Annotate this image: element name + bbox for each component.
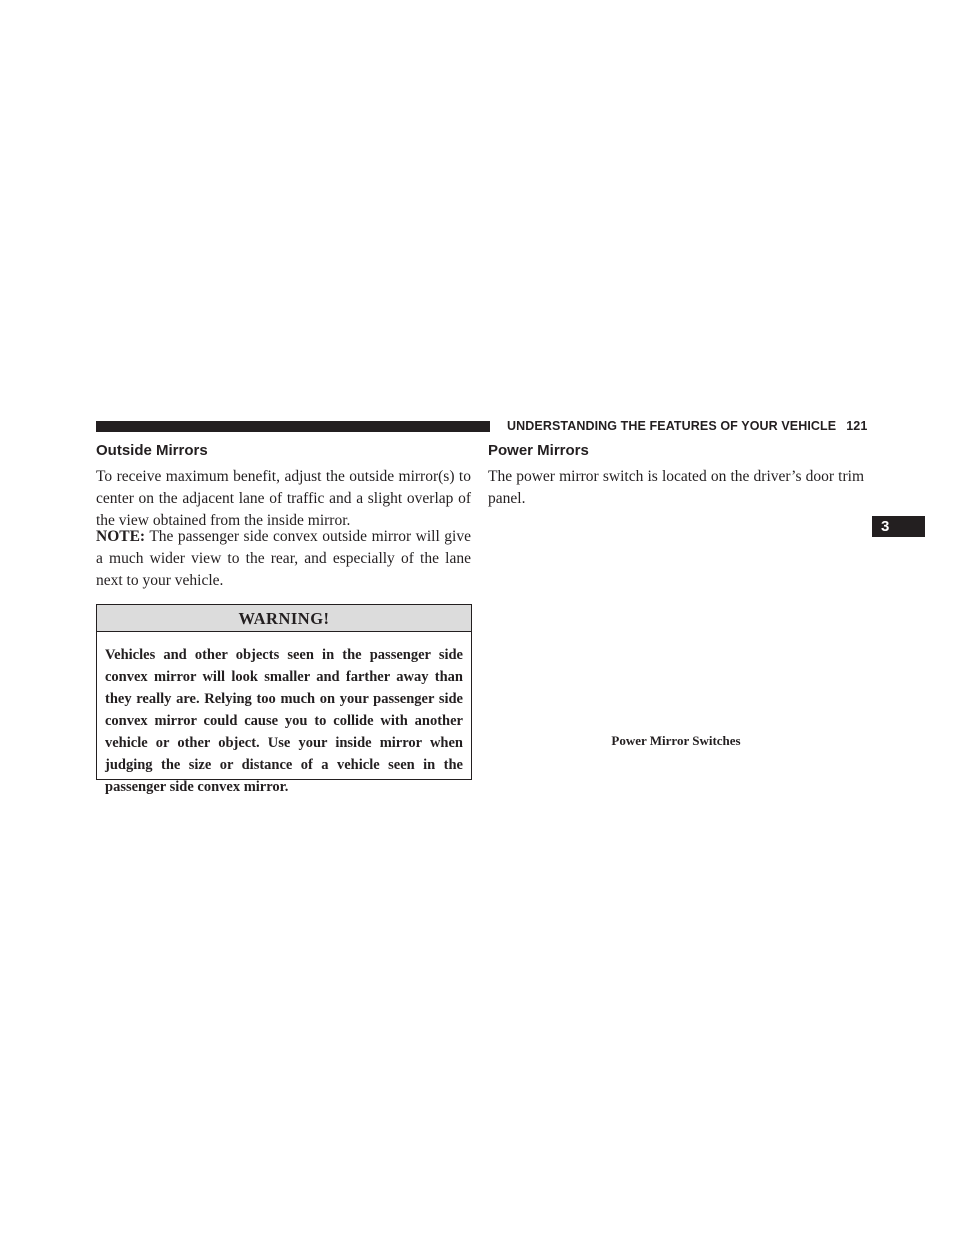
section-title: UNDERSTANDING THE FEATURES OF YOUR VEHICLE	[507, 419, 837, 433]
note-label: NOTE:	[96, 528, 146, 545]
power-mirrors-heading: Power Mirrors	[488, 442, 589, 459]
warning-body: Vehicles and other objects seen in the passenger side convex mirror will look smaller and farther away than they really are. Relying too much on your passenger side convex mirror could cause you to collide with another vehicle or other object. Use your inside mirror when judging the size or distance of a vehicle seen in the passenger side convex mirror.	[105, 647, 463, 795]
note-text: The passenger side convex outside mirror will give a much wider view to the rear, and especially of the lane next to your vehicle.	[96, 528, 471, 589]
page-number: 121	[846, 419, 868, 433]
running-header	[507, 419, 867, 433]
outside-mirrors-paragraph: To receive maximum benefit, adjust the outside mirror(s) to center on the adjacent lane of traffic and a slight overlap of the view obtained from the inside mirror.	[96, 468, 471, 529]
power-mirrors-paragraph: The power mirror switch is located on the driver’s door trim panel.	[488, 468, 864, 507]
chapter-tab: 3	[872, 516, 925, 537]
warning-box	[96, 604, 472, 795]
outside-mirrors-heading: Outside Mirrors	[96, 442, 208, 459]
note-paragraph	[96, 526, 471, 592]
header-rule	[96, 421, 490, 432]
warning-title: WARNING!	[97, 605, 471, 632]
figure-caption: Power Mirror Switches	[611, 733, 741, 748]
